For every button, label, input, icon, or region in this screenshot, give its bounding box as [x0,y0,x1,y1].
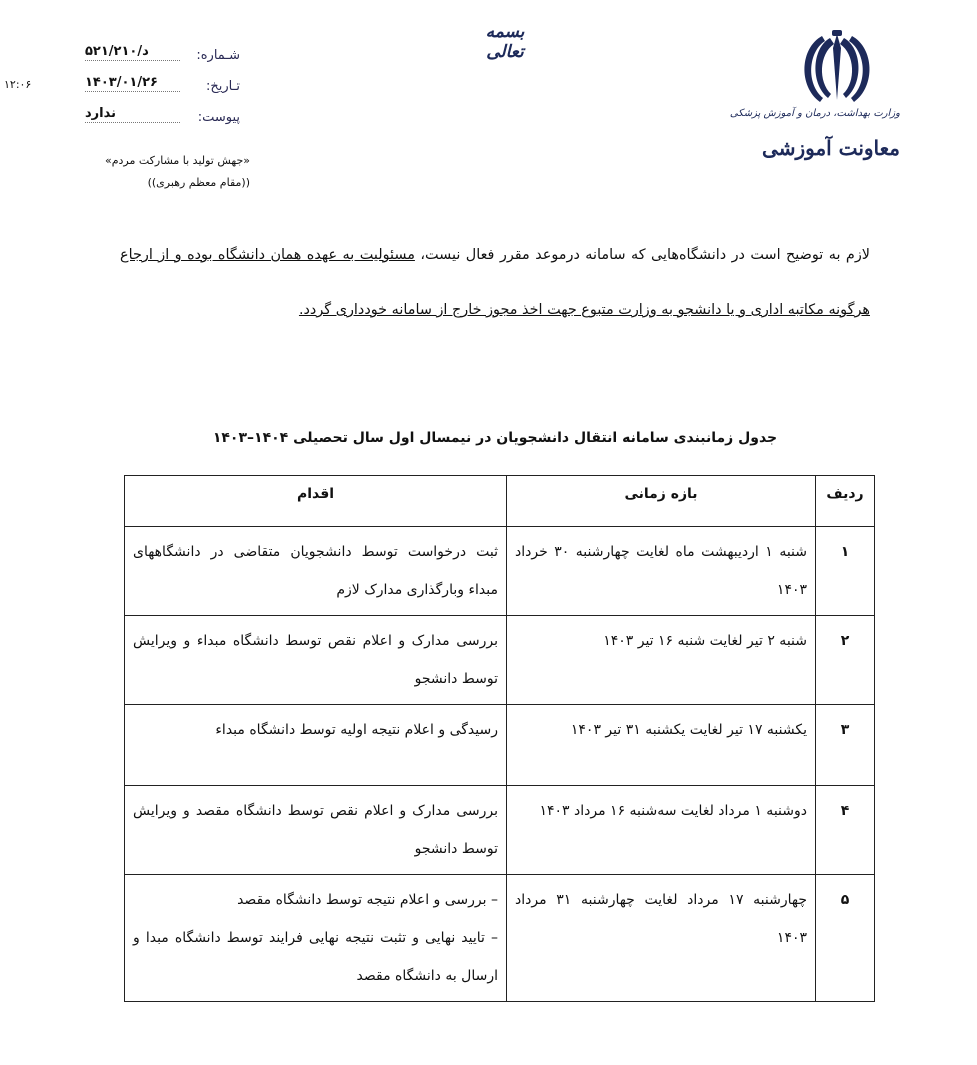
row-index: ۴ [816,786,875,875]
number-value: د/۵۲۱/۲۱۰ [85,44,180,61]
header-range: بازه زمانی [507,476,816,527]
ministry-logo [729,28,900,188]
row-range: شنبه ۱ اردیبهشت ماه لغایت چهارشنبه ۳۰ خرداد ۱۴۰۳ [507,527,816,616]
table-row [125,527,875,616]
action-line: – بررسی و اعلام نتیجه توسط دانشگاه مقصد [237,892,498,908]
iran-emblem-icon [792,28,882,108]
date-value: ۱۴۰۳/۰۱/۲۶ [85,75,180,92]
table-title: جدول زمانبندی سامانه انتقال دانشجویان در نیمسال اول سال تحصیلی ۱۴۰۴–۱۴۰۳ [212,430,778,446]
row-range: چهارشنبه ۱۷ مرداد لغایت چهارشنبه ۳۱ مرداد ۱۴۰۳ [507,875,816,1002]
paragraph-text: لازم به توضیح است در دانشگاه‌هایی که سامانه درموعد مقرر فعال نیست، [414,247,870,263]
body-paragraph [120,228,870,338]
action-line: – تایید نهایی و تثبت نتیجه نهایی فرایند توسط دانشگاه مبدا و ارسال به دانشگاه مقصد [133,930,498,984]
ministry-name: وزارت بهداشت، درمان و آموزش پزشکی [729,108,900,119]
row-index: ۳ [816,705,875,786]
slogan-attribution: ((مقام معظم رهبری)) [147,176,250,189]
row-range: یکشنبه ۱۷ تیر لغایت یکشنبه ۳۱ تیر ۱۴۰۳ [507,705,816,786]
basmala-text: بسمه تعالی [485,22,525,62]
attachment-value: ندارد [85,106,180,123]
schedule-table [124,475,875,1002]
header-action: اقدام [125,476,507,527]
row-range: شنبه ۲ تیر لغایت شنبه ۱۶ تیر ۱۴۰۳ [507,616,816,705]
slogan-line: «جهش تولید با مشارکت مردم» [104,154,250,167]
date-row [80,73,240,104]
row-action: ثبت درخواست توسط دانشجویان متقاضی در دانشگاههای مبداء وبارگذاری مدارک لازم [125,527,507,616]
row-range: دوشنبه ۱ مرداد لغایت سه‌شنبه ۱۶ مرداد ۱۴۰۳ [507,786,816,875]
deputy-title: معاونت آموزشی [762,136,900,160]
row-index: ۵ [816,875,875,1002]
letter-meta [80,42,240,135]
row-action [125,875,507,1002]
table-row [125,875,875,1002]
table-header-row [125,476,875,527]
table-row [125,616,875,705]
attachment-label: پیوست: [197,110,240,125]
paragraph-underlined-text: مسئولیت به عهده همان دانشگاه بوده و از ارجاع هرگونه مکاتبه اداری و یا دانشجو به وزارت متبوع جهت اخذ مجوز خارج از سامانه خودداری گردد. [120,247,870,318]
date-label: تـاریخ: [205,79,240,94]
table-row [125,786,875,875]
attachment-row [80,104,240,135]
number-label: شـماره: [196,48,240,63]
table-row [125,705,875,786]
slogan [40,150,250,194]
row-index: ۲ [816,616,875,705]
number-row [80,42,240,73]
header-index: ردیف [816,476,875,527]
row-action: رسیدگی و اعلام نتیجه اولیه توسط دانشگاه مبداء [125,705,507,786]
row-action: بررسی مدارک و اعلام نقص توسط دانشگاه مبداء و ویرایش توسط دانشجو [125,616,507,705]
row-action: بررسی مدارک و اعلام نقص توسط دانشگاه مقصد و ویرایش توسط دانشجو [125,786,507,875]
row-index: ۱ [816,527,875,616]
time-stamp: ۱۲:۰۶ [4,78,32,91]
